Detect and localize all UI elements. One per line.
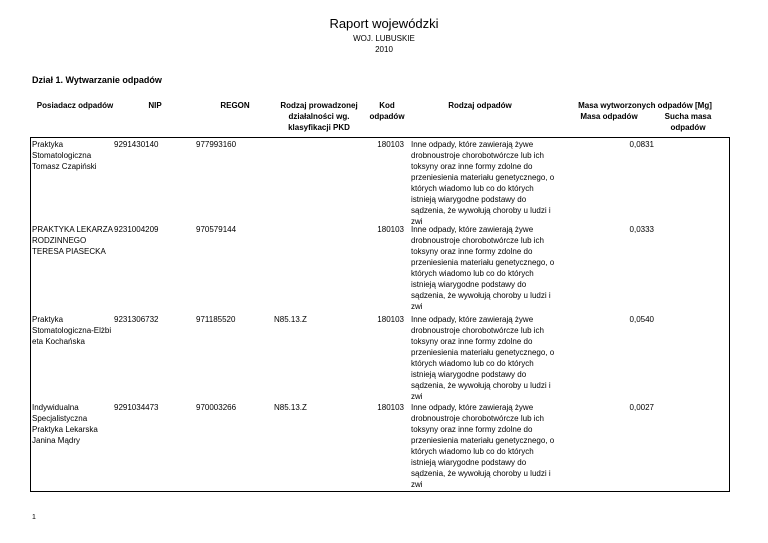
header-nip: NIP bbox=[148, 101, 162, 110]
row-3-mass: 0,0540 bbox=[629, 315, 654, 324]
header-mass: Masa odpadów bbox=[580, 112, 638, 121]
row-1-mass: 0,0831 bbox=[629, 140, 654, 149]
row-2-type: Inne odpady, które zawierają żywe drobnoustroje chorobotwórcze lub ich toksyny oraz inne formy zdolne do przeniesienia materiału genetycznego, o których wiadomo lub co do których istnieją wiarygodne podstawy do sądzenia, że wywołują choroby u ludzi i zwi bbox=[411, 225, 555, 311]
section-title: Dział 1. Wytwarzanie odpadów bbox=[32, 75, 162, 85]
row-3-pkd: N85.13.Z bbox=[274, 315, 307, 324]
header-owner: Posiadacz odpadów bbox=[36, 101, 114, 110]
header-type: Rodzaj odpadów bbox=[448, 101, 512, 110]
row-4-nip: 9291034473 bbox=[114, 403, 159, 412]
page-number: 1 bbox=[32, 514, 36, 521]
row-4-mass: 0,0027 bbox=[629, 403, 654, 412]
table-left-border bbox=[30, 137, 31, 492]
row-2-code: 180103 bbox=[377, 225, 404, 234]
table-right-border bbox=[729, 137, 730, 492]
row-4-pkd: N85.13.Z bbox=[274, 403, 307, 412]
row-3-code: 180103 bbox=[377, 315, 404, 324]
report-year: 2010 bbox=[375, 45, 393, 54]
row-3-owner: Praktyka Stomatologiczna-Elżbi eta Kochańska bbox=[32, 315, 112, 346]
row-3-regon: 971185520 bbox=[196, 315, 236, 324]
row-2-mass: 0,0333 bbox=[629, 225, 654, 234]
report-title: Raport wojewódzki bbox=[329, 16, 439, 31]
row-4-type: Inne odpady, które zawierają żywe drobnoustroje chorobotwórcze lub ich toksyny oraz inne formy zdolne do przeniesienia materiału genetycznego, o których wiadomo lub co do których istnieją wiarygodne podstawy do sądzenia, że wywołują choroby u ludzi i zwi bbox=[411, 403, 555, 489]
header-regon: REGON bbox=[220, 101, 250, 110]
row-4-code: 180103 bbox=[377, 403, 404, 412]
row-1-regon: 977993160 bbox=[196, 140, 237, 149]
header-mass-group: Masa wytworzonych odpadów [Mg] bbox=[578, 101, 712, 110]
header-dry-mass: Sucha masa odpadów bbox=[664, 112, 712, 132]
row-1-code: 180103 bbox=[377, 140, 404, 149]
row-1-owner: Praktyka Stomatologiczna Tomasz Czapiński bbox=[32, 140, 97, 171]
row-3-type: Inne odpady, które zawierają żywe drobnoustroje chorobotwórcze lub ich toksyny oraz inne formy zdolne do przeniesienia materiału genetycznego, o których wiadomo lub co do których istnieją wiarygodne podstawy do sądzenia, że wywołują choroby u ludzi i zwi bbox=[411, 315, 555, 401]
row-2-nip: 9231004209 bbox=[114, 225, 159, 234]
table-bottom-border bbox=[30, 491, 730, 492]
row-2-owner: PRAKTYKA LEKARZA RODZINNEGO TERESA PIASECKA bbox=[32, 225, 113, 256]
header-code: Kod odpadów bbox=[369, 101, 405, 121]
report-region: WOJ. LUBUSKIE bbox=[353, 34, 415, 43]
row-4-owner: Indywidualna Specjalistyczna Praktyka Lekarska Janina Mądry bbox=[32, 403, 98, 445]
row-1-nip: 9291430140 bbox=[114, 140, 159, 149]
row-1-type: Inne odpady, które zawierają żywe drobnoustroje chorobotwórcze lub ich toksyny oraz inne formy zdolne do przeniesienia materiału genetycznego, o których wiadomo lub co do których istnieją wiarygodne podstawy do sądzenia, że wywołują choroby u ludzi i zwi bbox=[411, 140, 555, 226]
header-divider bbox=[30, 137, 730, 138]
row-4-regon: 970003266 bbox=[196, 403, 237, 412]
row-2-regon: 970579144 bbox=[196, 225, 237, 234]
header-pkd: Rodzaj prowadzonej działalności wg. klasyfikacji PKD bbox=[280, 101, 358, 132]
row-3-nip: 9231306732 bbox=[114, 315, 159, 324]
